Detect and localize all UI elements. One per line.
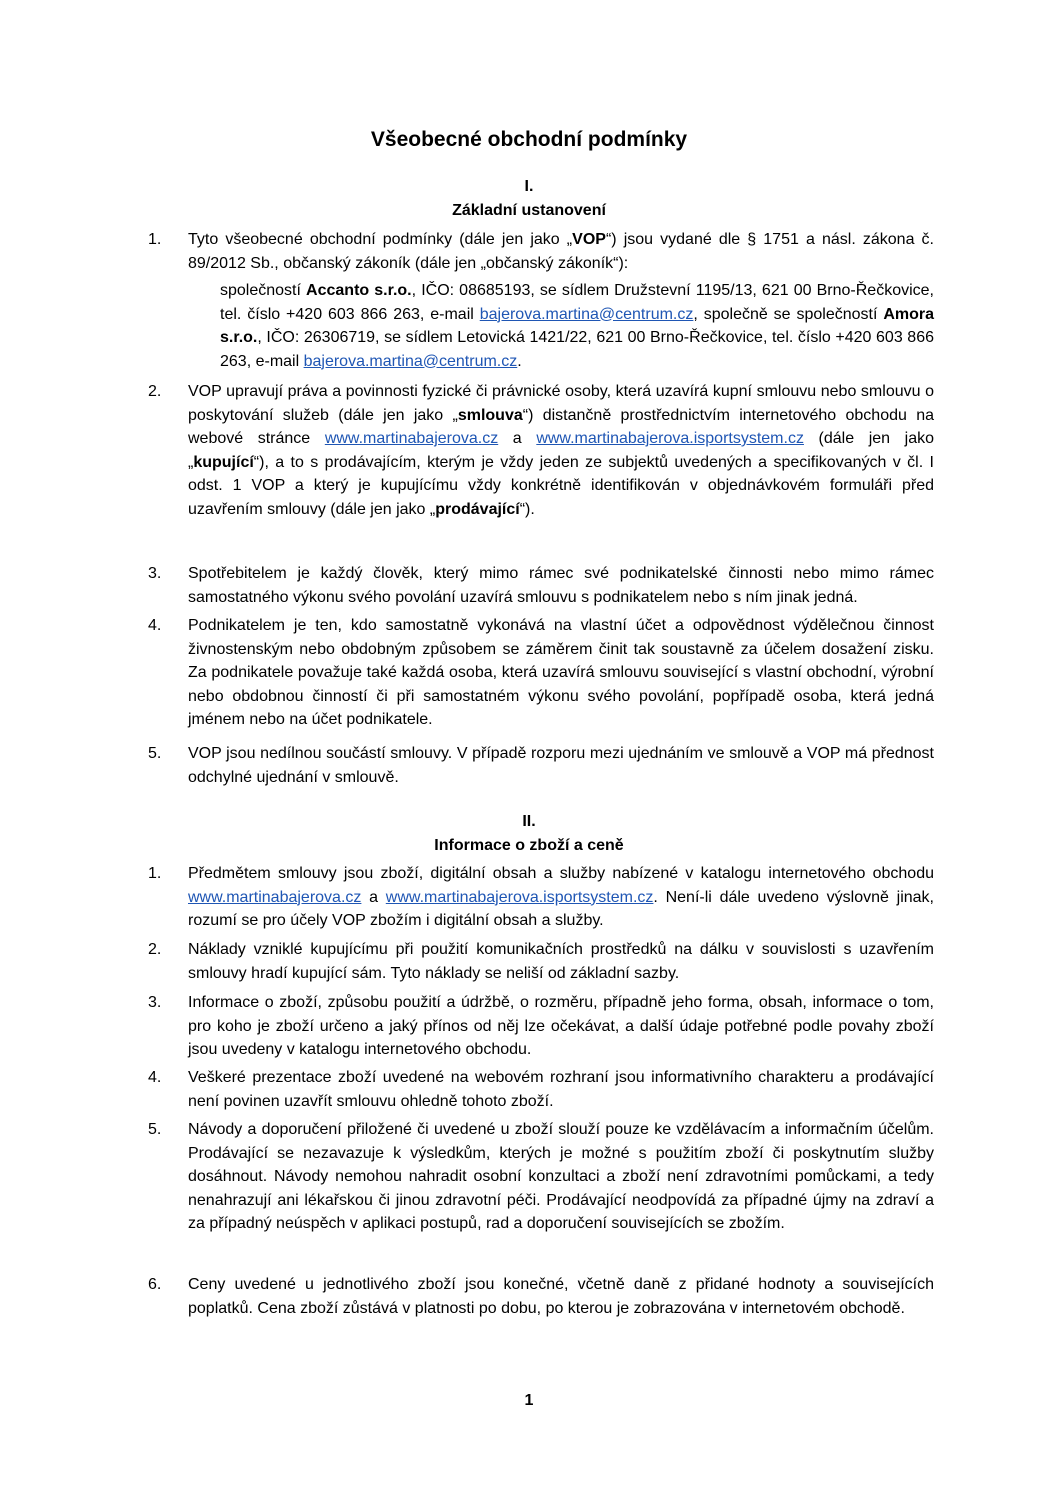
s2-item-1: [148, 862, 934, 933]
s2-item-4: [148, 1066, 934, 1113]
item-text: Náklady vzniklé kupujícímu při použití komunikačních prostředků na dálku v souvislosti s uzavřením smlouvy hradí kupující sám. Tyto náklady se neliší od základní sazby.: [188, 941, 934, 982]
item-number: 5.: [148, 745, 162, 762]
item-text: VOP jsou nedílnou součástí smlouvy. V případě rozporu mezi ujednáním ve smlouvě a VOP má přednost odchylné ujednání v smlouvě.: [188, 745, 934, 786]
item-text: Tyto všeobecné obchodní podmínky (dále jen jako „VOP“) jsou vydané dle § 1751 a násl. zákona č. 89/2012 Sb., občanský zákoník (dále jen „občanský zákoník“):: [188, 231, 935, 272]
document-title: Všeobecné obchodní podmínky: [370, 128, 688, 151]
s1-item-2: [148, 380, 934, 521]
item-text: VOP upravují práva a povinnosti fyzické či právnické osoby, která uzavírá kupní smlouvu nebo smlouvu o poskytování služeb (dále jen jako „smlouva“) distančně prostřednictvím internetového obchodu na webové stránce www.martinabajerova.cz a www.martinabajerova.isportsystem.cz (dále jen jako „kupující“), a to s prodávajícím, kterým je vždy jeden ze subjektů uvedených a specifikovaných v čl. I odst. 1 VOP a který je kupujícímu vždy konkrétně identifikován v objednávkovém formuláři před uzavřením smlouvy (dále jen jako „prodávající“).: [188, 383, 935, 518]
item-text: Předmětem smlouvy jsou zboží, digitální obsah a služby nabízené v katalogu internetového obchodu www.martinabajerova.cz a www.martinabajerova.isportsystem.cz. Není-li dále uvedeno výslovně jinak, rozumí se pro účely VOP zbožím i digitální obsah a služby.: [188, 865, 934, 929]
email-link[interactable]: bajerova.martina@centrum.cz: [303, 352, 518, 370]
item-text: Veškeré prezentace zboží uvedené na webovém rozhraní jsou informativního charakteru a prodávající není povinen uzavřít smlouvu ohledně tohoto zboží.: [188, 1069, 934, 1110]
item-text: Ceny uvedené u jednotlivého zboží jsou konečné, včetně daně z přidané hodnoty a souvisejících poplatků. Cena zboží zůstává v platnosti po dobu, po kterou je zobrazována v internetovém obchodě.: [188, 1276, 934, 1317]
item-text: Informace o zboží, způsobu použití a údržbě, o rozměru, případně jeho forma, obsah, informace o tom, pro koho je zboží určeno a jaký přínos od něj lze očekávat, a další údaje potřebné podle povahy zboží jsou uvedeny v katalogu internetového obchodu.: [188, 994, 934, 1058]
website-link[interactable]: www.martinabajerova.cz: [188, 888, 362, 906]
item-number: 4.: [148, 617, 162, 634]
item-text: Podnikatelem je ten, kdo samostatně vykonává na vlastní účet a odpovědnost výdělečnou činnost živnostenským nebo obdobným způsobem se záměrem činit tak soustavně za účelem dosažení zisku. Za podnikatele považuje také každá osoba, která uzavírá smlouvu související s vlastní obchodní, výrobní nebo obdobnou činností či při samostatném výkonu svého povolání, popřípadě osoba, která jedná jménem nebo na účet podnikatele.: [188, 617, 934, 728]
item-text: Návody a doporučení přiložené či uvedené u zboží slouží pouze ke vzdělávacím a informačním účelům. Prodávající se nezavazuje k výsledkům, kterých je možné s použitím zboží či poskytnutím služby dosáhnout. Návody nemohou nahradit osobní konzultaci a zboží není zdravotními pomůckami, a tedy nenahrazují ani lékařskou či jinou zdravotní péči. Prodávající neodpovídá za případné újmy na zdraví a za případný neúspěch v aplikaci postupů, rad a doporučení souvisejících se zbožím.: [188, 1121, 934, 1232]
item-number: 2.: [148, 941, 162, 958]
page-number: 1: [524, 1392, 534, 1409]
s1-item-4: [148, 614, 934, 732]
item-number: 3.: [148, 565, 162, 582]
s2-item-2: [148, 938, 934, 985]
item-number: 6.: [148, 1276, 162, 1293]
s2-item-6: [148, 1273, 934, 1320]
item-number: 1.: [148, 865, 162, 882]
s1-item-3: [148, 562, 934, 609]
item-number: 3.: [148, 994, 162, 1011]
item-text: Spotřebitelem je každý člověk, který mimo rámec své podnikatelské činnosti nebo mimo rámec samostatného výkonu svého povolání uzavírá smlouvu s podnikatelem nebo s ním jinak jedná.: [188, 565, 934, 606]
section-2-title: Informace o zboží a ceně: [434, 837, 624, 854]
s1-item-5: [148, 742, 934, 789]
s1-item-1: [148, 228, 934, 275]
website-link[interactable]: www.martinabajerova.isportsystem.cz: [385, 888, 654, 906]
item-number: 2.: [148, 383, 162, 400]
s2-item-3: [148, 991, 934, 1062]
email-link[interactable]: bajerova.martina@centrum.cz: [479, 305, 694, 323]
website-link[interactable]: www.martinabajerova.cz: [324, 430, 499, 447]
item-number: 4.: [148, 1069, 162, 1086]
item-number: 1.: [148, 231, 162, 248]
s1-item-1-sellers: společností Accanto s.r.o., IČO: 08685193, se sídlem Družstevní 1195/13, 621 00 Brno-Řečkovice, tel. číslo +420 603 866 263, e-mail bajerova.martina@centrum.cz, společně se společností Amora s.r.o., IČO: 26306719, se sídlem Letovická 1421/22, 621 00 Brno-Řečkovice, tel. číslo +420 603 866 263, e-mail bajerova.martina@centrum.cz.: [220, 282, 935, 370]
item-number: 5.: [148, 1121, 162, 1138]
section-2-number: II.: [522, 813, 536, 830]
website-link[interactable]: www.martinabajerova.isportsystem.cz: [536, 430, 804, 447]
section-1-number: I.: [524, 178, 534, 195]
s2-item-5: [148, 1118, 934, 1236]
section-1-title: Základní ustanovení: [452, 202, 606, 219]
